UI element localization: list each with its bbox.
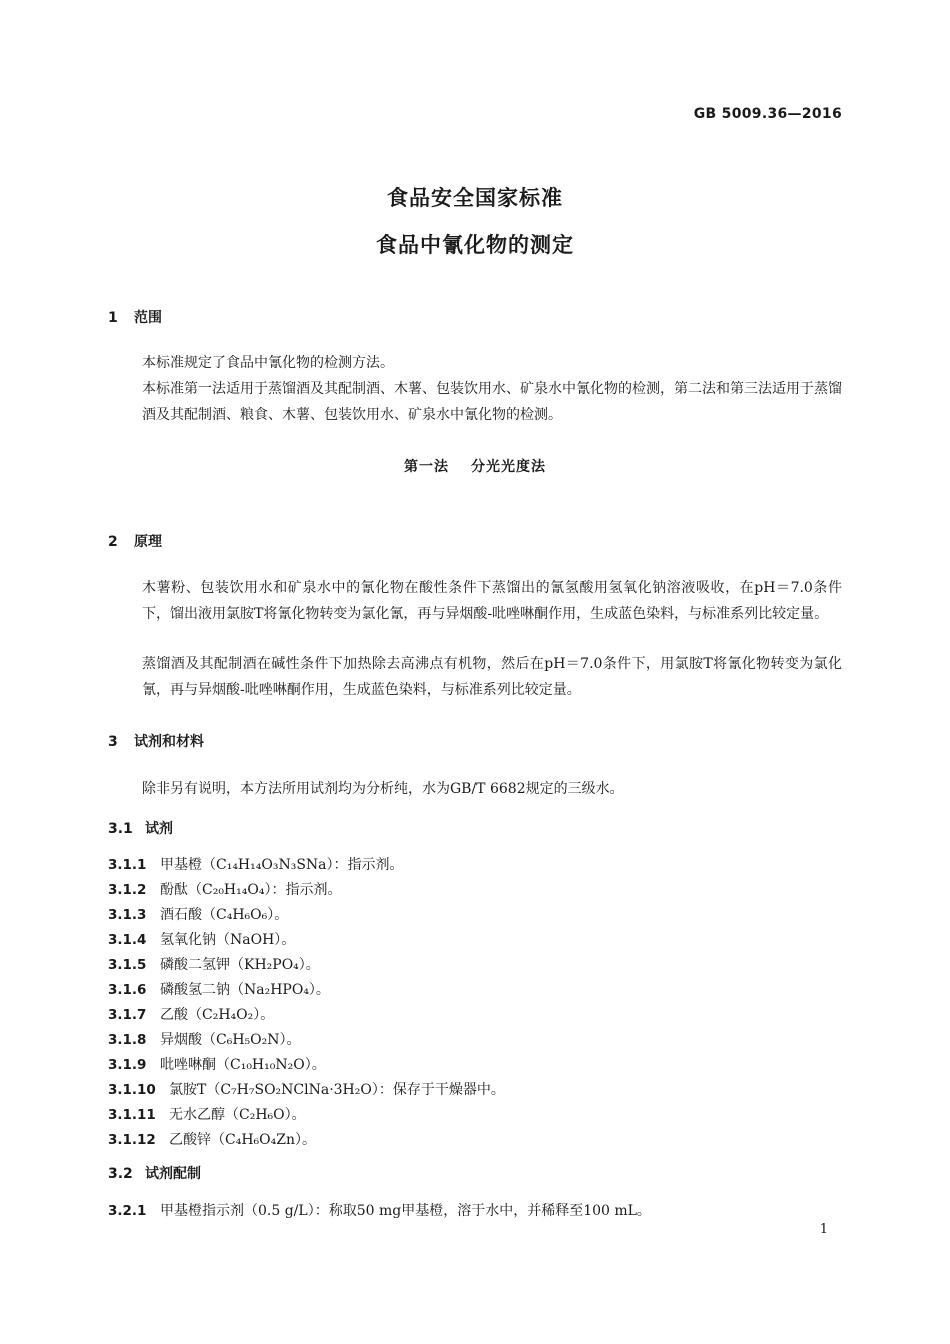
method-1-heading — [0, 456, 950, 476]
section-2-paragraph-2: 蒸馏酒及其配制酒在碱性条件下加热除去高沸点有机物，然后在pH＝7.0条件下，用氯胺T将氰化物转变为氯化氰，再与异烟酸-吡唑啉酮作用，生成蓝色染料，与标准系列比较定量。 — [142, 656, 842, 698]
reagent-item: 3.1.12 乙酸锌（C₄H₆O₄Zn）。 — [108, 1132, 316, 1148]
reagent-item: 3.1.6 磷酸氢二钠（Na₂HPO₄）。 — [108, 982, 330, 998]
section-1-paragraph-2: 本标准第一法适用于蒸馏酒及其配制酒、木薯、包装饮用水、矿泉水中氰化物的检测，第二法和第三法适用于蒸馏酒及其配制酒、粮食、木薯、包装饮用水、矿泉水中氰化物的检测。 — [142, 381, 842, 423]
section-number: 3 — [108, 734, 118, 750]
document-title-line1: 食品安全国家标准 — [387, 186, 563, 210]
section-3-heading — [108, 731, 204, 751]
page-number: 1 — [819, 1222, 828, 1237]
method-title: 分光光度法 — [471, 459, 546, 475]
reagent-item: 3.1.7 乙酸（C₂H₄O₂）。 — [108, 1007, 275, 1023]
method-name: 第一法 — [404, 459, 449, 475]
reagent-item: 3.1.8 异烟酸（C₆H₅O₂N）。 — [108, 1032, 301, 1048]
section-1-paragraph-1: 本标准规定了食品中氰化物的检测方法。 — [142, 355, 394, 371]
subsection-title: 试剂配制 — [145, 1166, 201, 1182]
reagent-item: 3.1.2 酚酞（C₂₀H₁₄O₄）：指示剂。 — [108, 882, 342, 898]
section-number: 2 — [108, 534, 118, 550]
reagent-item: 3.1.5 磷酸二氢钾（KH₂PO₄）。 — [108, 957, 320, 973]
section-3-paragraph-1: 除非另有说明，本方法所用试剂均为分析纯，水为GB/T 6682规定的三级水。 — [142, 781, 624, 797]
section-number: 1 — [108, 310, 118, 326]
section-title: 试剂和材料 — [134, 734, 204, 750]
subsection-3-2-heading — [108, 1163, 201, 1183]
subsection-number: 3.1 — [108, 821, 133, 837]
reagent-item: 3.1.9 吡唑啉酮（C₁₀H₁₀N₂O）。 — [108, 1057, 326, 1073]
section-title: 范围 — [134, 310, 162, 326]
subsection-3-1-heading — [108, 818, 173, 838]
subsection-number: 3.2 — [108, 1166, 133, 1182]
section-1-heading — [108, 307, 162, 327]
reagent-item: 3.1.3 酒石酸（C₄H₆O₆）。 — [108, 907, 289, 923]
section-2-heading — [108, 531, 162, 551]
document-title-line2: 食品中氰化物的测定 — [376, 233, 574, 257]
preparation-item: 3.2.1 甲基橙指示剂（0.5 g/L）：称取50 mg甲基橙，溶于水中，并稀释至100 mL。 — [108, 1203, 651, 1219]
subsection-title: 试剂 — [145, 821, 173, 837]
reagent-item: 3.1.10 氯胺T（C₇H₇SO₂NClNa·3H₂O）：保存于干燥器中。 — [108, 1082, 505, 1098]
standard-number: GB 5009.36—2016 — [693, 106, 842, 122]
reagent-item: 3.1.11 无水乙醇（C₂H₆O）。 — [108, 1107, 306, 1123]
section-2-paragraph-1: 木薯粉、包装饮用水和矿泉水中的氰化物在酸性条件下蒸馏出的氰氢酸用氢氧化钠溶液吸收，在pH＝7.0条件下，馏出液用氯胺T将氰化物转变为氯化氰，再与异烟酸-吡唑啉酮作用，生成蓝色染料，与标准系列比较定量。 — [142, 580, 842, 622]
section-title: 原理 — [134, 534, 162, 550]
reagent-item: 3.1.4 氢氧化钠（NaOH）。 — [108, 932, 296, 948]
reagent-item: 3.1.1 甲基橙（C₁₄H₁₄O₃N₃SNa）：指示剂。 — [108, 857, 404, 873]
